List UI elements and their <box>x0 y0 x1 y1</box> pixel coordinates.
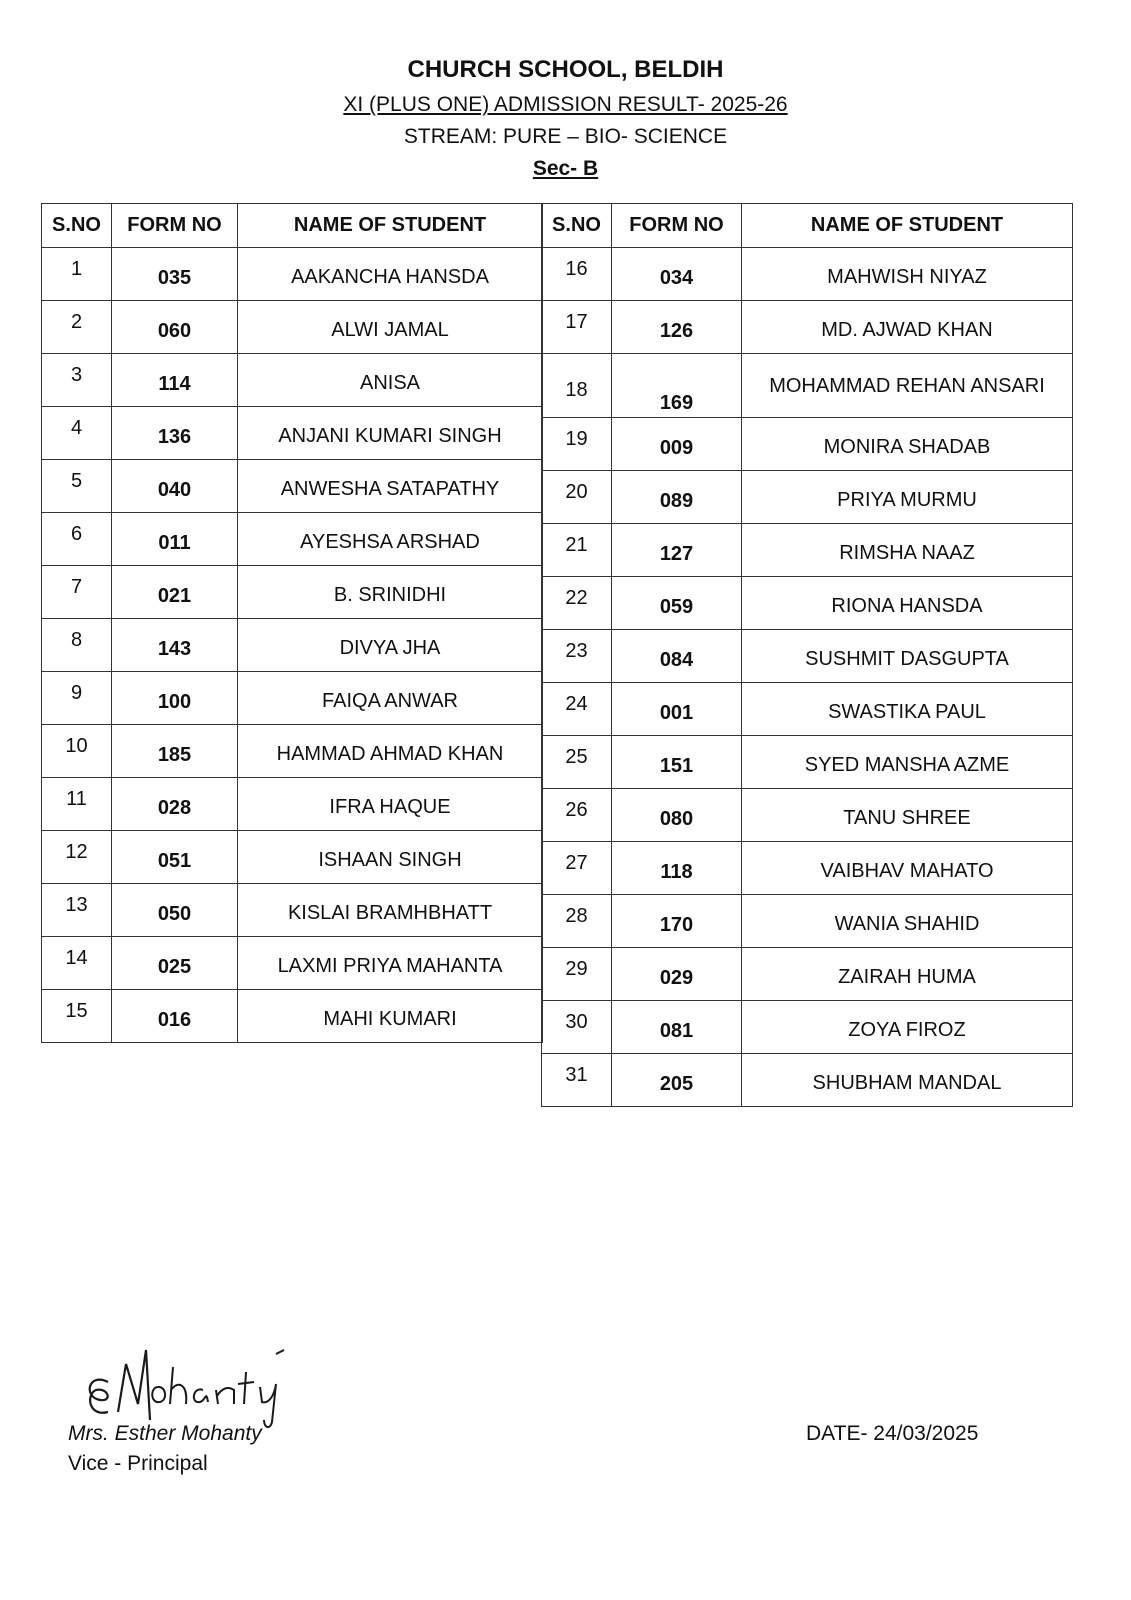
table-row <box>542 418 1073 471</box>
table-row <box>42 937 543 990</box>
signature-image <box>78 1342 298 1432</box>
sno-cell: 19 <box>542 418 612 471</box>
table-row <box>42 831 543 884</box>
student-name-cell: SYED MANSHA AZME <box>742 736 1073 789</box>
sno-cell: 25 <box>542 736 612 789</box>
student-name-cell: ANWESHA SATAPATHY <box>238 460 543 513</box>
table-row <box>42 354 543 407</box>
form-no-cell: 025 <box>112 937 238 990</box>
table-row <box>42 778 543 831</box>
student-name-cell: RIONA HANSDA <box>742 577 1073 630</box>
sno-cell: 26 <box>542 789 612 842</box>
student-name-cell: MAHWISH NIYAZ <box>742 248 1073 301</box>
student-name-cell: MD. AJWAD KHAN <box>742 301 1073 354</box>
student-name-cell: MONIRA SHADAB <box>742 418 1073 471</box>
student-name-cell: KISLAI BRAMHBHATT <box>238 884 543 937</box>
form-no-cell: 081 <box>612 1001 742 1054</box>
sno-cell: 6 <box>42 513 112 566</box>
form-no-cell: 029 <box>612 948 742 1001</box>
table-row <box>42 619 543 672</box>
table-row <box>542 301 1073 354</box>
table-row <box>42 566 543 619</box>
sno-cell: 31 <box>542 1054 612 1107</box>
table-row <box>42 460 543 513</box>
table-row <box>542 354 1073 418</box>
form-no-cell: 001 <box>612 683 742 736</box>
table-row <box>42 990 543 1043</box>
form-no-cell: 051 <box>112 831 238 884</box>
sno-cell: 4 <box>42 407 112 460</box>
form-no-cell: 011 <box>112 513 238 566</box>
left-roster-table <box>41 203 543 1043</box>
sno-cell: 22 <box>542 577 612 630</box>
student-name-cell: IFRA HAQUE <box>238 778 543 831</box>
table-row <box>42 407 543 460</box>
form-no-cell: 034 <box>612 248 742 301</box>
student-name-cell: VAIBHAV MAHATO <box>742 842 1073 895</box>
table-row <box>42 301 543 354</box>
form-no-cell: 040 <box>112 460 238 513</box>
sno-cell: 28 <box>542 895 612 948</box>
table-row <box>42 672 543 725</box>
student-name-cell: ALWI JAMAL <box>238 301 543 354</box>
school-name: CHURCH SCHOOL, BELDIH <box>407 56 724 83</box>
form-no-header: FORM NO <box>612 204 742 248</box>
table-row <box>542 736 1073 789</box>
sno-cell: 29 <box>542 948 612 1001</box>
table-row <box>542 1054 1073 1107</box>
sno-cell: 16 <box>542 248 612 301</box>
table-row <box>542 248 1073 301</box>
form-no-cell: 127 <box>612 524 742 577</box>
sno-cell: 13 <box>42 884 112 937</box>
sno-cell: 12 <box>42 831 112 884</box>
table-row <box>542 524 1073 577</box>
form-no-cell: 151 <box>612 736 742 789</box>
student-name-header: NAME OF STUDENT <box>742 204 1073 248</box>
form-no-cell: 136 <box>112 407 238 460</box>
sno-cell: 3 <box>42 354 112 407</box>
form-no-cell: 143 <box>112 619 238 672</box>
signatory-title: Vice - Principal <box>68 1452 208 1475</box>
sno-cell: 18 <box>542 354 612 418</box>
student-name-cell: AYESHSA ARSHAD <box>238 513 543 566</box>
student-name-cell: ZOYA FIROZ <box>742 1001 1073 1054</box>
form-no-cell: 084 <box>612 630 742 683</box>
student-name-cell: SHUBHAM MANDAL <box>742 1054 1073 1107</box>
signatory-name: Mrs. Esther Mohanty <box>68 1422 262 1445</box>
section-label: Sec- B <box>532 157 599 180</box>
sno-cell: 9 <box>42 672 112 725</box>
student-name-cell: DIVYA JHA <box>238 619 543 672</box>
student-name-cell: AAKANCHA HANSDA <box>238 248 543 301</box>
student-name-cell: FAIQA ANWAR <box>238 672 543 725</box>
form-no-cell: 100 <box>112 672 238 725</box>
student-name-cell: WANIA SHAHID <box>742 895 1073 948</box>
student-name-cell: ZAIRAH HUMA <box>742 948 1073 1001</box>
table-row <box>542 577 1073 630</box>
table-row <box>542 789 1073 842</box>
student-name-cell: ANISA <box>238 354 543 407</box>
form-no-cell: 185 <box>112 725 238 778</box>
form-no-cell: 205 <box>612 1054 742 1107</box>
table-header-row <box>542 204 1073 248</box>
sno-cell: 2 <box>42 301 112 354</box>
table-row <box>42 884 543 937</box>
form-no-cell: 016 <box>112 990 238 1043</box>
form-no-cell: 114 <box>112 354 238 407</box>
sno-cell: 1 <box>42 248 112 301</box>
table-row <box>542 948 1073 1001</box>
form-no-cell: 089 <box>612 471 742 524</box>
student-name-cell: RIMSHA NAAZ <box>742 524 1073 577</box>
student-name-cell: LAXMI PRIYA MAHANTA <box>238 937 543 990</box>
sno-cell: 24 <box>542 683 612 736</box>
student-name-cell: TANU SHREE <box>742 789 1073 842</box>
student-name-header: NAME OF STUDENT <box>238 204 543 248</box>
form-no-cell: 118 <box>612 842 742 895</box>
sno-cell: 14 <box>42 937 112 990</box>
student-name-cell: SWASTIKA PAUL <box>742 683 1073 736</box>
table-row <box>542 630 1073 683</box>
student-name-cell: ISHAAN SINGH <box>238 831 543 884</box>
stream-label: STREAM: PURE – BIO- SCIENCE <box>403 125 728 148</box>
sno-cell: 21 <box>542 524 612 577</box>
table-row <box>542 895 1073 948</box>
form-no-cell: 035 <box>112 248 238 301</box>
sno-header: S.NO <box>542 204 612 248</box>
student-name-cell: PRIYA MURMU <box>742 471 1073 524</box>
student-name-cell: MAHI KUMARI <box>238 990 543 1043</box>
student-name-cell: SUSHMIT DASGUPTA <box>742 630 1073 683</box>
student-name-cell: B. SRINIDHI <box>238 566 543 619</box>
form-no-cell: 028 <box>112 778 238 831</box>
form-no-cell: 126 <box>612 301 742 354</box>
table-row <box>542 471 1073 524</box>
sno-cell: 20 <box>542 471 612 524</box>
sno-cell: 15 <box>42 990 112 1043</box>
form-no-cell: 059 <box>612 577 742 630</box>
form-no-cell: 169 <box>612 354 742 418</box>
form-no-cell: 080 <box>612 789 742 842</box>
sno-cell: 8 <box>42 619 112 672</box>
sno-cell: 17 <box>542 301 612 354</box>
form-no-cell: 060 <box>112 301 238 354</box>
table-row <box>542 1001 1073 1054</box>
sno-cell: 7 <box>42 566 112 619</box>
table-row <box>42 248 543 301</box>
student-name-cell: MOHAMMAD REHAN ANSARI <box>742 354 1073 418</box>
table-row <box>42 513 543 566</box>
sno-cell: 11 <box>42 778 112 831</box>
sno-cell: 5 <box>42 460 112 513</box>
sno-header: S.NO <box>42 204 112 248</box>
sno-cell: 23 <box>542 630 612 683</box>
table-header-row <box>42 204 543 248</box>
form-no-header: FORM NO <box>112 204 238 248</box>
student-name-cell: HAMMAD AHMAD KHAN <box>238 725 543 778</box>
table-row <box>542 683 1073 736</box>
form-no-cell: 170 <box>612 895 742 948</box>
result-title: XI (PLUS ONE) ADMISSION RESULT- 2025-26 <box>343 93 788 116</box>
student-name-cell: ANJANI KUMARI SINGH <box>238 407 543 460</box>
table-row <box>542 842 1073 895</box>
table-row <box>42 725 543 778</box>
sno-cell: 10 <box>42 725 112 778</box>
sno-cell: 30 <box>542 1001 612 1054</box>
form-no-cell: 021 <box>112 566 238 619</box>
form-no-cell: 050 <box>112 884 238 937</box>
form-no-cell: 009 <box>612 418 742 471</box>
document-date: DATE- 24/03/2025 <box>806 1422 979 1445</box>
right-roster-table <box>541 203 1073 1107</box>
sno-cell: 27 <box>542 842 612 895</box>
